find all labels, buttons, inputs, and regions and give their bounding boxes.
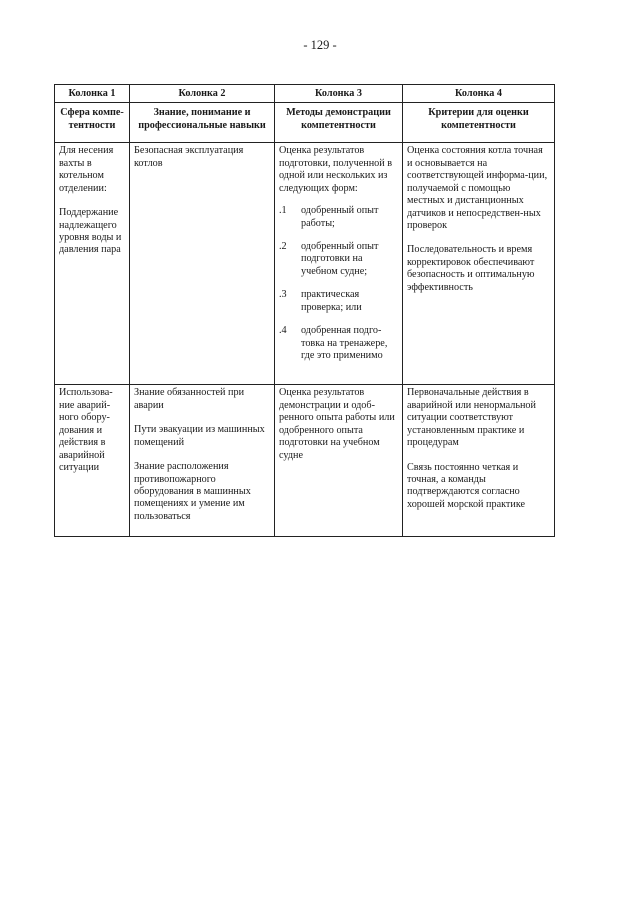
cell-text: Оценка результатов подготовки, полученной в одной или нескольких из следующих форм: bbox=[279, 145, 393, 194]
cell-competence bbox=[55, 385, 130, 537]
list-item-number: .1 bbox=[279, 205, 287, 217]
column-header-row bbox=[55, 103, 555, 143]
cell-text: Связь постоянно четкая и точная, а команды подтверждаются согласно хорошей морской практике bbox=[407, 461, 526, 510]
competence-table bbox=[54, 84, 555, 537]
column-number-4: Колонка 4 bbox=[403, 85, 555, 103]
cell-criteria bbox=[403, 385, 555, 537]
cell-text: Оценка состояния котла точная и основывается на соответствующей информа-ции, получаемой с помощью местных и дистанционных датчиков и непосредствен-ных проверок bbox=[407, 145, 548, 231]
list-item-text: одобренный опыт работы; bbox=[301, 205, 379, 229]
header-evaluation-criteria: Критерии для оценки компетентности bbox=[403, 103, 555, 143]
table-row bbox=[55, 143, 555, 385]
column-number-2: Колонка 2 bbox=[130, 85, 275, 103]
header-knowledge: Знание, понимание и профессиональные навыки bbox=[130, 103, 275, 143]
header-competence-area: Сфера компе-тентности bbox=[55, 103, 130, 143]
cell-methods bbox=[275, 385, 403, 537]
cell-methods bbox=[275, 143, 403, 385]
column-number-3: Колонка 3 bbox=[275, 85, 403, 103]
cell-knowledge bbox=[130, 385, 275, 537]
cell-text: Первоначальные действия в аварийной или ненормальной ситуации соответствуют установленным практике и процедурам bbox=[407, 387, 536, 449]
list-item-text: практическая проверка; или bbox=[301, 289, 362, 313]
column-number-row bbox=[55, 85, 555, 103]
list-item-number: .2 bbox=[279, 240, 287, 252]
cell-criteria bbox=[403, 143, 555, 385]
cell-competence bbox=[55, 143, 130, 385]
cell-text: Оценка результатов демонстрации и одоб-ренного опыта работы или одобренного опыта подготовки на учебном судне bbox=[279, 387, 395, 461]
cell-text: Для несения вахты в котельном отделении: bbox=[59, 145, 114, 194]
cell-text: Безопасная эксплуатация котлов bbox=[134, 145, 244, 169]
cell-text: Пути эвакуации из машинных помещений bbox=[134, 424, 265, 448]
cell-text: Поддержание надлежащего уровня воды и давления пара bbox=[59, 207, 122, 256]
list-item bbox=[279, 241, 398, 278]
page-number: - 129 - bbox=[303, 38, 337, 52]
list-item-number: .3 bbox=[279, 289, 287, 301]
cell-knowledge bbox=[130, 143, 275, 385]
cell-text: Знание расположения противопожарного оборудования в машинных помещениях и умение им пользоваться bbox=[134, 461, 251, 522]
cell-text: Знание обязанностей при аварии bbox=[134, 387, 245, 411]
list-item-text: одобренный опыт подготовки на учебном судне; bbox=[301, 240, 379, 277]
forms-list bbox=[279, 205, 398, 362]
cell-text: Использова-ние аварий-ного обору-дования и действия в аварийной ситуации bbox=[59, 387, 113, 473]
list-item-number: .4 bbox=[279, 325, 287, 337]
column-number-1: Колонка 1 bbox=[55, 85, 130, 103]
list-item-text: одобренная подго-товка на тренажере, где это применимо bbox=[301, 325, 388, 361]
list-item bbox=[279, 325, 398, 362]
table-row bbox=[55, 385, 555, 537]
cell-text: Последовательность и время корректировок обеспечивают безопасность и оптимальную эффективность bbox=[407, 244, 535, 293]
list-item bbox=[279, 205, 398, 230]
list-item bbox=[279, 289, 398, 314]
header-demonstration-methods: Методы демонстрации компетентности bbox=[275, 103, 403, 143]
